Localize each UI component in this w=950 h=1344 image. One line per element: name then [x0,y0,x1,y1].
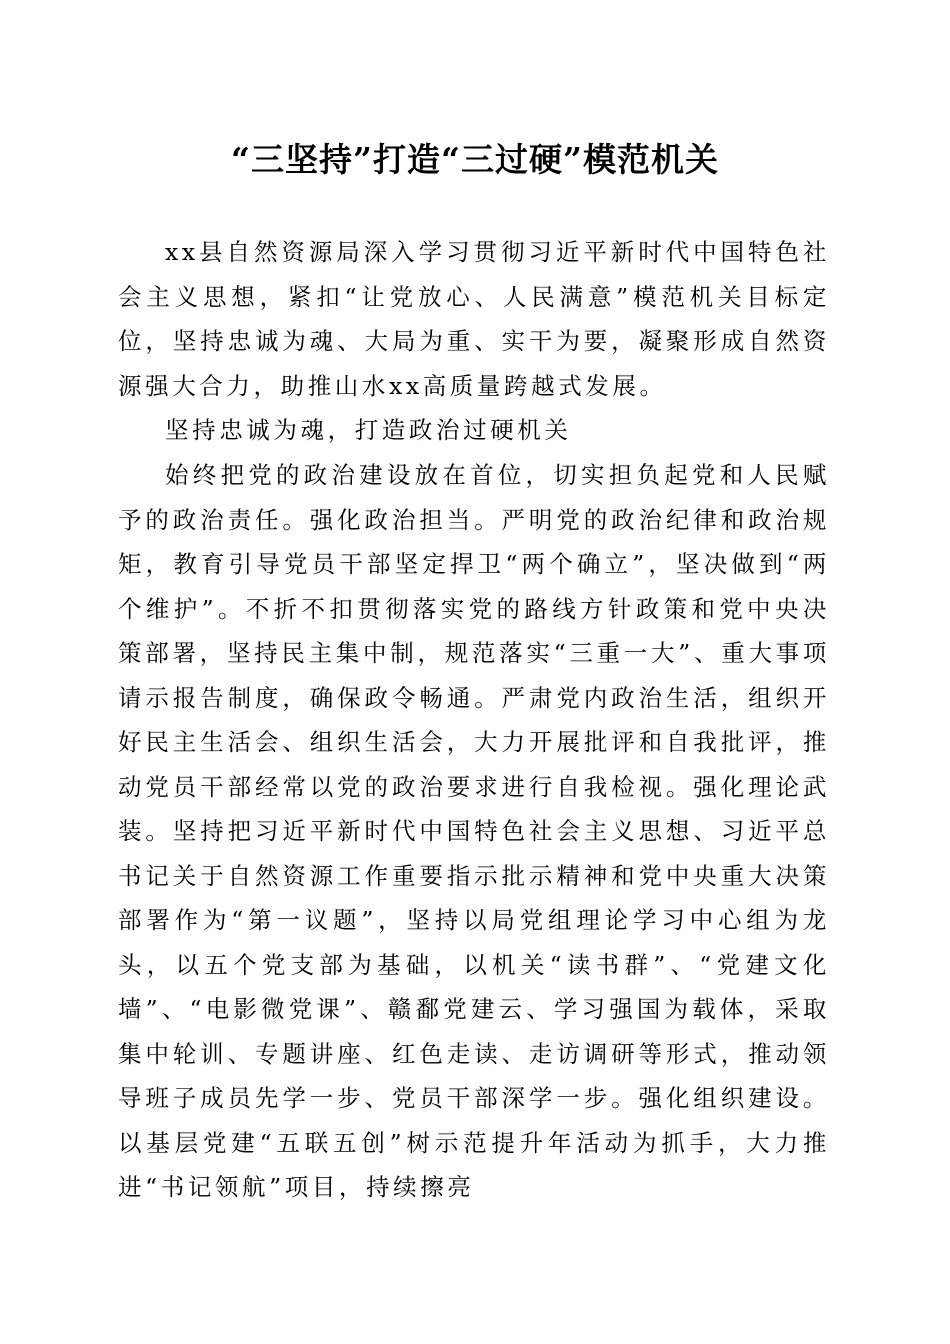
section-heading: 坚持忠诚为魂，打造政治过硬机关 [165,416,572,444]
intro-paragraph-block [118,230,830,408]
body-paragraph-block [118,453,830,1210]
intro-paragraph: xx县自然资源局深入学习贯彻习近平新时代中国特色社会主义思想，紧扣“让党放心、人民满意”模范机关目标定位，坚持忠诚为魂、大局为重、实干为要，凝聚形成自然资源强大合力，助推山水xx高质量跨越式发展。 [118,238,830,400]
document-title: “三坚持”打造“三过硬”模范机关 [231,140,719,179]
section-heading-block [118,408,830,453]
body-paragraph: 始终把党的政治建设放在首位，切实担负起党和人民赋予的政治责任。强化政治担当。严明党的政治纪律和政治规矩，教育引导党员干部坚定捍卫“两个确立”，坚决做到“两个维护”。不折不扣贯彻落实党的路线方针政策和党中央决策部署，坚持民主集中制，规范落实“三重一大”、重大事项请示报告制度，确保政令畅通。严肃党内政治生活，组织开好民主生活会、组织生活会，大力开展批评和自我批评，推动党员干部经常以党的政治要求进行自我检视。强化理论武装。坚持把习近平新时代中国特色社会主义思想、习近平总书记关于自然资源工作重要指示批示精神和党中央重大决策部署作为“第一议题”，坚持以局党组理论学习中心组为龙头，以五个党支部为基础，以机关“读书群”、“党建文化墙”、“电影微党课”、赣鄱党建云、学习强国为载体，采取集中轮训、专题讲座、红色走读、走访调研等形式，推动领导班子成员先学一步、党员干部深学一步。强化组织建设。以基层党建“五联五创”树示范提升年活动为抓手，大力推进“书记领航”项目，持续擦亮 [118,461,830,1201]
